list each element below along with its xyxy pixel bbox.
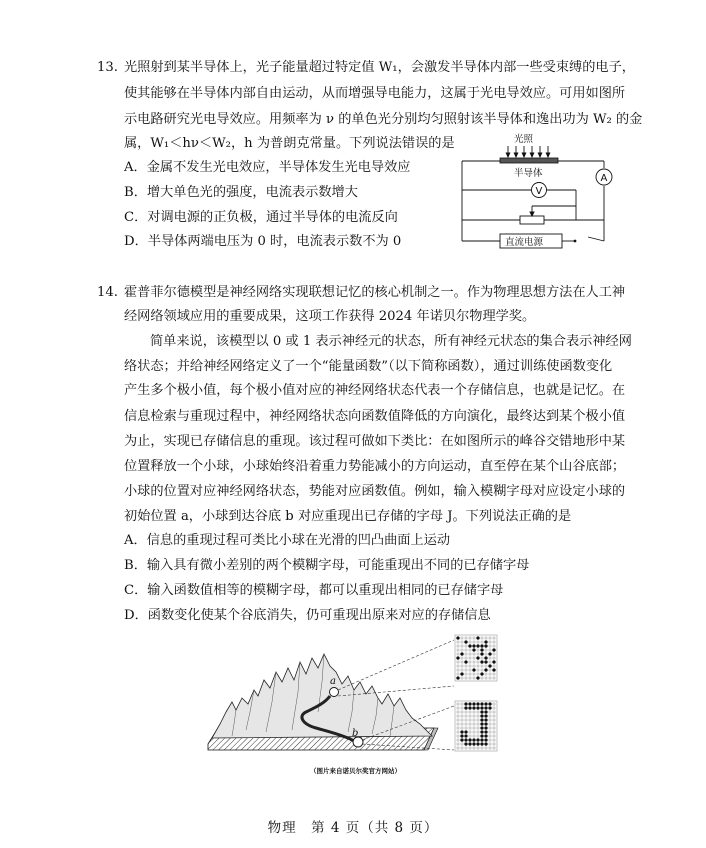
light-label: 光照 xyxy=(514,134,534,145)
point-b-label: b xyxy=(352,728,359,739)
q13-option-a: A．金属不发生光电效应，半导体发生光电导效应 xyxy=(124,160,411,175)
q13-option-d: D．半导体两端电压为 0 时，电流表示数不为 0 xyxy=(124,234,402,249)
q13-stem-line-4: 属，W₁＜hν＜W₂，h 为普朗克常量。下列说法错误的是 xyxy=(124,136,455,151)
q14-option-d: D．函数变化使某个谷底消失，仍可重现出原来对应的存储信息 xyxy=(124,608,491,623)
q14-option-a: A．信息的重现过程可类比小球在光滑的凹凸曲面上运动 xyxy=(124,533,451,548)
q13-stem-line-2: 使其能够在半导体内部自由运动，从而增强导电能力，这属于光电导效应。可用如图所 xyxy=(124,86,626,101)
ball-a-icon xyxy=(330,688,339,697)
semiconductor-bar xyxy=(500,158,558,163)
rheostat-icon xyxy=(520,216,544,224)
q14-stem-line-7: 为止，实现已存储信息的重现。该过程可做如下类比：在如图所示的峰谷交错地形中某 xyxy=(124,434,626,449)
q14-stem-line-5: 产生多个极小值，每个极小值对应的神经网络状态代表一个存储信息，也就是记忆。在 xyxy=(124,383,626,398)
q14-option-b: B．输入具有微小差别的两个模糊字母，可能重现出不同的已存储字母 xyxy=(124,558,530,573)
q13-number: 13. xyxy=(97,60,118,75)
q14-stem-line-2: 经网络领域应用的重要成果，这项工作获得 2024 年诺贝尔物理学奖。 xyxy=(124,309,536,324)
q14-stem-line-10: 初始位置 a，小球到达谷底 b 对应重现出已存储的字母 J。下列说法正确的是 xyxy=(124,509,572,524)
q14-stem-line-9: 小球的位置对应神经网络状态，势能对应函数值。例如，输入模糊字母对应设定小球的 xyxy=(124,484,626,499)
q14-stem-line-8: 位置释放一个小球，小球始终沿着重力势能减小的方向运动，直至停在某个山谷底部； xyxy=(124,459,626,474)
mountain-range xyxy=(212,654,432,738)
fuzzy-letter-grid xyxy=(455,635,497,681)
energy-landscape-figure xyxy=(206,632,506,762)
ammeter-label: A xyxy=(600,173,608,184)
rheostat-slider-icon xyxy=(530,206,576,216)
q14-number: 14. xyxy=(97,285,118,300)
photoconductivity-circuit-diagram xyxy=(456,130,616,250)
light-arrows-icon xyxy=(506,146,550,157)
q13-stem-line-1: 光照射到某半导体上，光子能量超过特定值 W₁，会激发半导体内部一些受束缚的电子， xyxy=(124,60,635,75)
switch-icon xyxy=(574,240,577,243)
page-footer: 物理 第 4 页（共 8 页） xyxy=(267,820,439,836)
figure-credit: （图片来自诺贝尔奖官方网站） xyxy=(310,767,401,775)
q13-option-c: C．对调电源的正负极，通过半导体的电流反向 xyxy=(124,210,398,225)
voltmeter-label: V xyxy=(535,186,543,197)
q14-stem-line-1: 霍普菲尔德模型是神经网络实现联想记忆的核心机制之一。作为物理思想方法在人工神 xyxy=(124,285,626,300)
dc-source-label: 直流电源 xyxy=(505,237,544,248)
q14-stem-line-6: 信息检索与重现过程中，神经网络状态向函数值降低的方向演化，最终达到某个极小值 xyxy=(124,409,626,424)
q14-option-c: C．输入函数值相等的模糊字母，都可以重现出相同的已存储字母 xyxy=(124,583,504,598)
semiconductor-label: 半导体 xyxy=(514,168,543,179)
q13-stem-line-3: 示电路研究光电导效应。用频率为 ν 的单色光分别均匀照射该半导体和逸出功为 W₂ 的金 xyxy=(124,112,643,127)
q14-stem-line-3: 简单来说，该模型以 0 或 1 表示神经元的状态，所有神经元状态的集合表示神经网 xyxy=(150,334,632,349)
stored-letter-j-grid xyxy=(455,701,497,751)
q13-option-b: B．增大单色光的强度，电流表示数增大 xyxy=(124,185,358,200)
q14-stem-line-4: 络状态；并给神经网络定义了一个“能量函数”（以下简称函数），通过训练使函数变化 xyxy=(124,359,613,374)
point-a-label: a xyxy=(330,676,336,687)
